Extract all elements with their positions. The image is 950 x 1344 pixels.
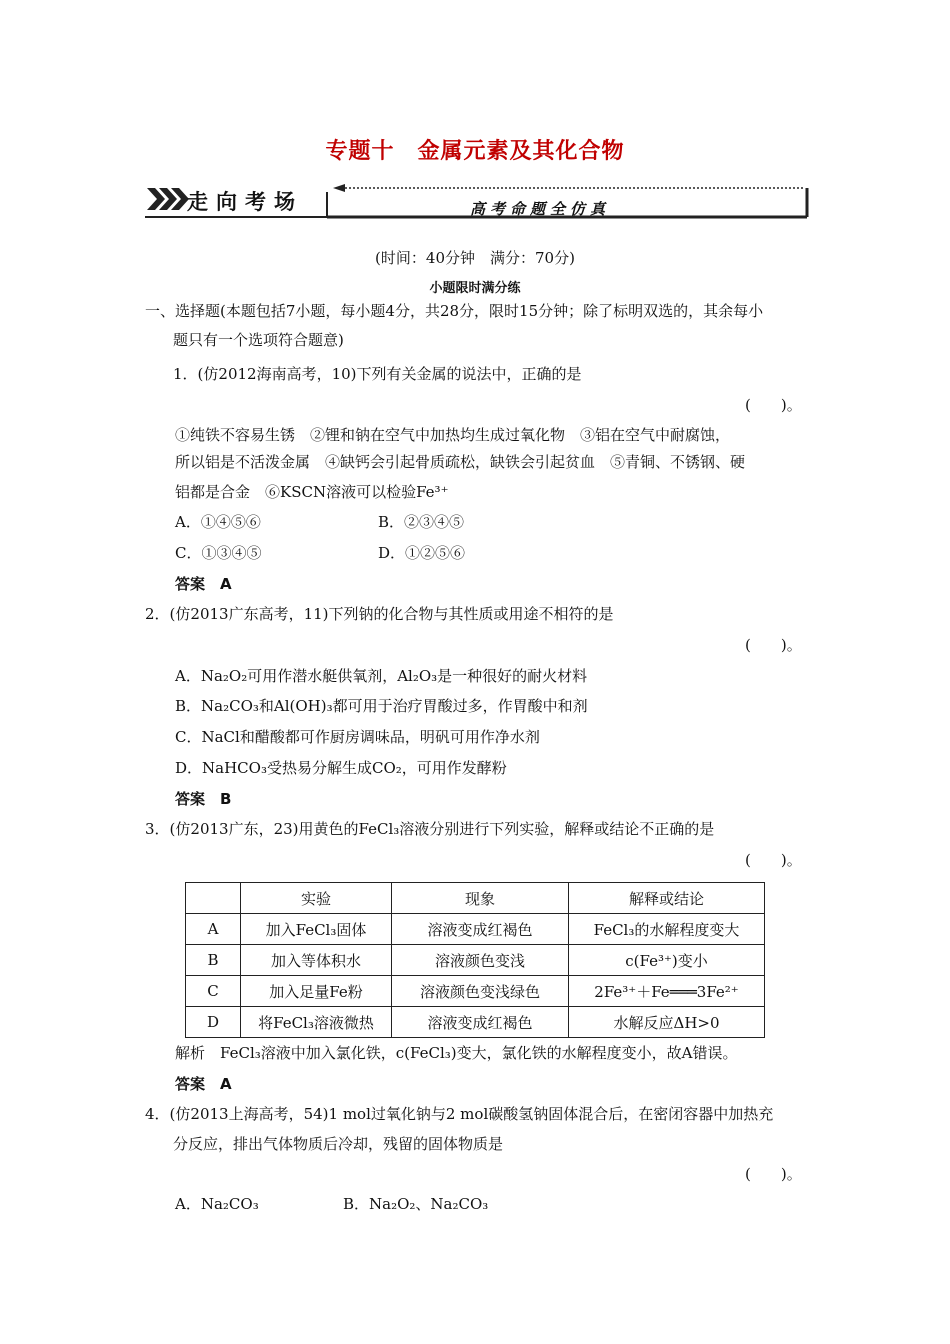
table-cell: 溶液变成红褐色 [392, 914, 569, 945]
table-row [186, 914, 765, 945]
section-banner [145, 180, 810, 222]
q1-option-a: A．①④⑤⑥ [175, 513, 261, 531]
q2-stem: 2．(仿2013广东高考，11)下列钠的化合物与其性质或用途不相符的是 [145, 605, 614, 623]
q1-statement-3: 铝都是合金 ⑥KSCN溶液可以检验Fe³⁺ [175, 483, 449, 501]
table-cell: c(Fe³⁺)变小 [569, 945, 765, 976]
section1-line1: 一、选择题(本题包括7小题，每小题4分，共28分，限时15分钟；除了标明双选的，其余每小 [145, 302, 764, 320]
q2-answer: 答案 B [175, 790, 232, 808]
q1-answer: 答案 A [175, 575, 232, 593]
q1-option-c: C．①③④⑤ [175, 544, 262, 562]
q2-option-b: B．Na₂CO₃和Al(OH)₃都可用于治疗胃酸过多，作胃酸中和剂 [175, 697, 588, 715]
q2-option-c: C．NaCl和醋酸都可作厨房调味品，明矾可用作净水剂 [175, 728, 540, 746]
table-cell: 加入等体积水 [241, 945, 392, 976]
section1-line2: 题只有一个选项符合题意) [173, 331, 344, 349]
experiment-table [185, 882, 765, 1038]
page-title: 专题十 金属元素及其化合物 [325, 139, 625, 164]
q4-answer-blank: ( )。 [745, 1165, 802, 1183]
q3-analysis: 解析 FeCl₃溶液中加入氯化铁，c(FeCl₃)变大，氯化铁的水解程度变小，故A错误。 [175, 1044, 738, 1062]
time-info: (时间：40分钟 满分：70分) [375, 249, 575, 267]
table-row [186, 945, 765, 976]
q1-option-d: D．①②⑤⑥ [378, 544, 466, 562]
table-cell: 溶液颜色变浅绿色 [392, 976, 569, 1007]
table-row [186, 1007, 765, 1038]
table-cell: 溶液颜色变浅 [392, 945, 569, 976]
section-label: 小题限时满分练 [429, 281, 521, 296]
q1-statement-2: 所以铝是不活泼金属 ④缺钙会引起骨质疏松，缺铁会引起贫血 ⑤青铜、不锈钢、硬 [175, 453, 746, 471]
table-cell: 溶液变成红褐色 [392, 1007, 569, 1038]
q4-stem-line2: 分反应，排出气体物质后冷却，残留的固体物质是 [173, 1135, 504, 1153]
table-header-cell: 解释或结论 [569, 883, 765, 914]
table-cell: A [186, 914, 241, 945]
banner-label: 走向考场 [187, 190, 303, 214]
q1-answer-blank: ( )。 [745, 396, 802, 414]
table-cell: 加入足量Fe粉 [241, 976, 392, 1007]
table-header-cell: 现象 [392, 883, 569, 914]
q1-statement-1: ①纯铁不容易生锈 ②锂和钠在空气中加热均生成过氧化物 ③铝在空气中耐腐蚀， [175, 426, 731, 444]
table-cell: B [186, 945, 241, 976]
q4-option-b: B．Na₂O₂、Na₂CO₃ [343, 1195, 489, 1213]
table-cell: 将FeCl₃溶液微热 [241, 1007, 392, 1038]
table-cell: 2Fe³⁺＋Fe═══3Fe²⁺ [569, 976, 765, 1007]
table-cell: D [186, 1007, 241, 1038]
q1-option-b: B．②③④⑤ [378, 513, 465, 531]
table-header-row [186, 883, 765, 914]
table-header-cell: 实验 [241, 883, 392, 914]
q2-option-a: A．Na₂O₂可用作潜水艇供氧剂，Al₂O₃是一种很好的耐火材料 [175, 667, 588, 685]
q3-answer-blank: ( )。 [745, 851, 802, 869]
table-cell: C [186, 976, 241, 1007]
section1-heading [145, 301, 763, 321]
table-cell: FeCl₃的水解程度变大 [569, 914, 765, 945]
q2-option-d: D．NaHCO₃受热易分解生成CO₂，可用作发酵粉 [175, 759, 507, 777]
table-header-cell [186, 883, 241, 914]
table-cell: 水解反应ΔH>0 [569, 1007, 765, 1038]
q4-option-a: A．Na₂CO₃ [175, 1195, 259, 1213]
banner-subtitle: 高考命题全仿真 [470, 200, 611, 218]
q3-answer: 答案 A [175, 1075, 232, 1093]
q2-answer-blank: ( )。 [745, 636, 802, 654]
q1-stem: 1．(仿2012海南高考，10)下列有关金属的说法中，正确的是 [173, 365, 582, 383]
q3-stem: 3．(仿2013广东，23)用黄色的FeCl₃溶液分别进行下列实验，解释或结论不正确的是 [145, 820, 715, 838]
q4-stem-line1: 4．(仿2013上海高考，54)1 mol过氧化钠与2 mol碳酸氢钠固体混合后，在密闭容器中加热充 [145, 1105, 774, 1123]
table-row [186, 976, 765, 1007]
table-cell: 加入FeCl₃固体 [241, 914, 392, 945]
